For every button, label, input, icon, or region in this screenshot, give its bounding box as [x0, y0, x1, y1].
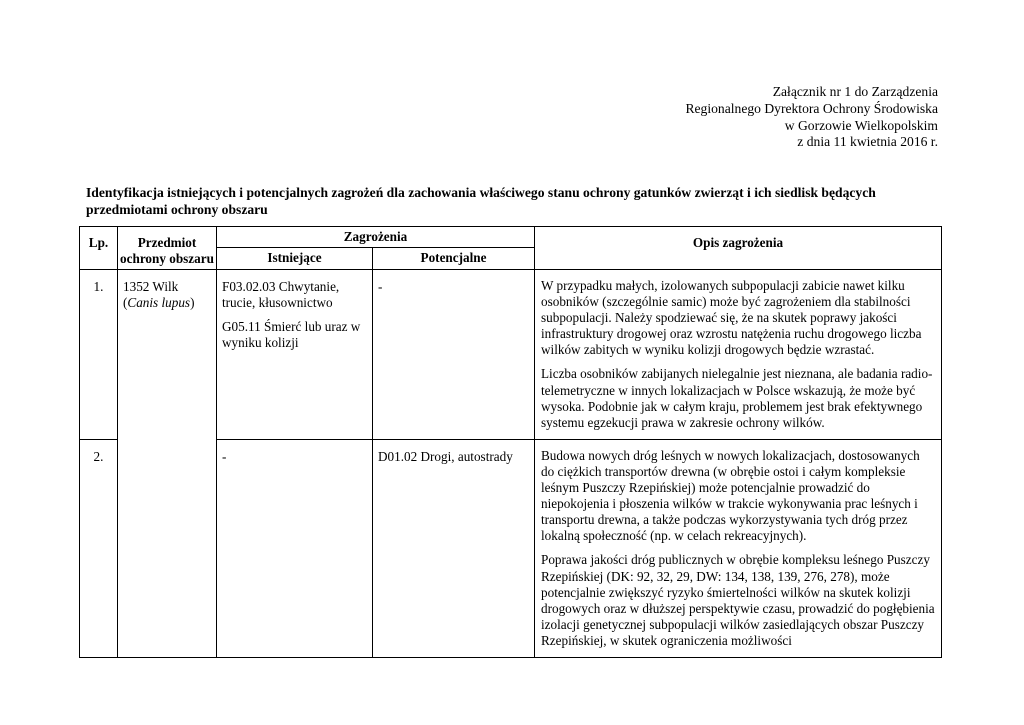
header-przedmiot-line2: ochrony obszaru [120, 251, 214, 267]
threat-item: - [222, 448, 227, 464]
header-przedmiot [118, 227, 217, 270]
subject-latin-line [123, 295, 211, 311]
row-potencjalne: D01.02 Drogi, autostrady [373, 439, 535, 657]
row-istniejace [217, 270, 373, 440]
header-line-1: Załącznik nr 1 do Zarządzenia [772, 84, 938, 99]
row-potencjalne: - [373, 270, 535, 440]
row-lp: 2. [80, 439, 118, 657]
threat-item: G05.11 Śmierć lub uraz w wyniku kolizji [222, 319, 361, 351]
header-line-4: z dnia 11 kwietnia 2016 r. [797, 134, 938, 150]
header-opis: Opis zagrożenia [535, 227, 942, 270]
row-lp: 1. [80, 270, 118, 440]
header-line-2: Regionalnego Dyrektora Ochrony Środowiska [685, 100, 938, 116]
header-istniejace: Istniejące [217, 248, 373, 270]
paren-close: ) [190, 295, 195, 311]
threat-item: F03.02.03 Chwytanie, trucie, kłusownictwo [222, 279, 340, 311]
table-row [80, 270, 942, 440]
opis-paragraph: Liczba osobników zabijanych nielegalnie jest nieznana, ale badania radio-telemetryczne w innych lokalizacjach w Polsce wskazują, że może być wysoka. Podobnie jak w całym kraju, problemem jest brak efektywnego systemu egzekucji prawa w zakresie ochrony wilków. [541, 366, 933, 430]
header-potencjalne: Potencjalne [373, 248, 535, 270]
header-lp: Lp. [80, 227, 118, 270]
row-opis [535, 439, 942, 657]
header-przedmiot-line1: Przedmiot [137, 235, 197, 250]
subject-cell [118, 270, 217, 658]
threats-table [79, 226, 942, 658]
header-line-3: w Gorzowie Wielkopolskim [784, 117, 938, 133]
header-zagrozenia: Zagrożenia [217, 227, 535, 248]
paren-open: ( [123, 295, 128, 311]
row-istniejace [217, 439, 373, 657]
subject-name: 1352 Wilk [123, 279, 179, 294]
subject-latin: Canis lupus [127, 295, 191, 311]
document-header [685, 84, 938, 151]
opis-paragraph: Poprawa jakości dróg publicznych w obrębie kompleksu leśnego Puszczy Rzepińskiej (DK: 92, 32, 29, DW: 134, 138, 139, 276, 278), może potencjalnie zwiększyć ryzyko śmiertelności wilków na skutek kolizji drogowych oraz w dłuższej perspektywie czasu, prowadzić do pogłębienia izolacji genetycznej subpopulacji wilków zasiedlających obszar Puszczy Rzepińskiej, w skutek ograniczenia możliwości [541, 552, 935, 648]
document-title: Identyfikacja istniejących i potencjalnych zagrożeń dla zachowania właściwego stanu ochrony gatunków zwierząt i ich siedlisk będących przedmiotami ochrony obszaru [86, 185, 876, 217]
row-opis [535, 270, 942, 440]
opis-paragraph: Budowa nowych dróg leśnych w nowych lokalizacjach, dostosowanych do ciężkich transportów drewna (w obrębie ostoi i całym kompleksie leśnym Puszczy Rzepińskiej) może potencjalnie prowadzić do niepokojenia i płoszenia wilków w trakcie wykonywania prac leśnych i transportu drewna, a także podczas wykorzystywania tych dróg przez lokalną społeczność (np. w celach rekreacyjnych). [541, 447, 920, 544]
opis-paragraph: W przypadku małych, izolowanych subpopulacji zabicie nawet kilku osobników (szczególnie samic) może być zagrożeniem dla stabilności subpopulacji. Należy spodziewać się, że na skutek poprawy jakości infrastruktury drogowej oraz wzrostu natężenia ruchu drogowego liczba wilków zabitych w wyniku kolizji drogowych będzie wzrastać. [541, 278, 922, 358]
